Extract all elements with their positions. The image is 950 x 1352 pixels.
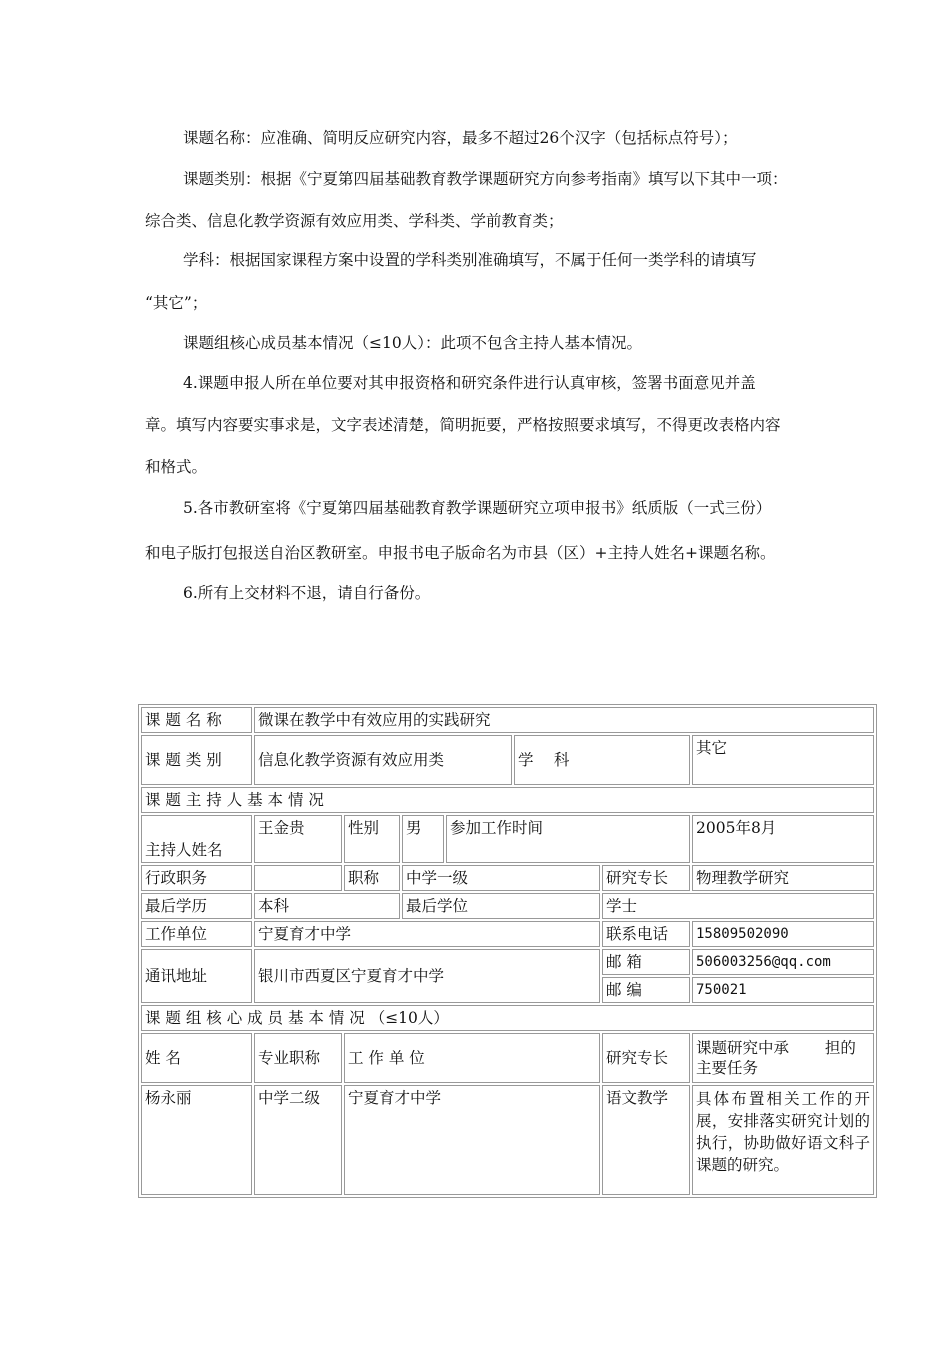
note-5: 5.各市教研室将《宁夏第四届基础教育教学课题研究立项申报书》纸质版（一式三份） xyxy=(183,499,772,517)
topic-name-label: 课 题 名 称 xyxy=(141,707,252,733)
unit-value: 宁夏育才中学 xyxy=(254,921,600,947)
topic-name-value: 微课在教学中有效应用的实践研究 xyxy=(254,707,874,733)
gender-value: 男 xyxy=(402,815,444,863)
postcode-value: 750021 xyxy=(692,977,874,1003)
host-name-label: 主持人姓名 xyxy=(141,815,252,863)
note-topic-type: 课题类别：根据《宁夏第四届基础教育教学课题研究方向参考指南》填写以下其中一项： xyxy=(183,170,788,188)
degree-value: 学士 xyxy=(602,893,874,919)
postcode-label: 邮 编 xyxy=(602,977,690,1003)
gender-label: 性别 xyxy=(344,815,400,863)
specialty-label: 研究专长 xyxy=(602,865,690,891)
members-header-unit: 工 作 单 位 xyxy=(344,1033,600,1083)
degree-label: 最后学位 xyxy=(402,893,600,919)
members-header-title: 专业职称 xyxy=(254,1033,342,1083)
members-header-specialty: 研究专长 xyxy=(602,1033,690,1083)
member-title: 中学二级 xyxy=(254,1085,342,1195)
note-4: 4.课题申报人所在单位要对其申报资格和研究条件进行认真审核，签署书面意见并盖 xyxy=(183,374,756,392)
subject-value: 其它 xyxy=(692,735,874,785)
phone-label: 联系电话 xyxy=(602,921,690,947)
members-header-name: 姓 名 xyxy=(141,1033,252,1083)
members-section-title: 课 题 组 核 心 成 员 基 本 情 况 （≤10人） xyxy=(141,1005,874,1031)
host-name-value: 王金贵 xyxy=(254,815,342,863)
member-task: 具体布置相关工作的开展，安排落实研究计划的执行，协助做好语文科子课题的研究。 xyxy=(692,1085,874,1195)
topic-type-label: 课 题 类 别 xyxy=(141,735,252,785)
note-4-cont: 章。填写内容要实事求是，文字表述清楚，简明扼要，严格按照要求填写，不得更改表格内容 xyxy=(145,416,781,434)
note-members: 课题组核心成员基本情况（≤10人）：此项不包含主持人基本情况。 xyxy=(183,334,642,352)
members-header-task: 课题研究中承 担的主要任务 xyxy=(692,1033,874,1083)
unit-label: 工作单位 xyxy=(141,921,252,947)
host-section-title: 课 题 主 持 人 基 本 情 况 xyxy=(141,787,874,813)
note-topic-type-cont: 综合类、信息化教学资源有效应用类、学科类、学前教育类； xyxy=(145,212,564,230)
member-name: 杨永丽 xyxy=(141,1085,252,1195)
education-label: 最后学历 xyxy=(141,893,252,919)
note-subject-cont: “其它”； xyxy=(145,294,208,312)
admin-post-value xyxy=(254,865,342,891)
address-value: 银川市西夏区宁夏育才中学 xyxy=(254,949,600,1003)
note-6: 6.所有上交材料不退，请自行备份。 xyxy=(183,584,431,602)
address-label: 通讯地址 xyxy=(141,949,252,1003)
email-value: 506003256@qq.com xyxy=(692,949,874,975)
title-value: 中学一级 xyxy=(402,865,600,891)
note-5-cont: 和电子版打包报送自治区教研室。申报书电子版命名为市县（区）+主持人姓名+课题名称。 xyxy=(145,544,776,562)
note-topic-name: 课题名称：应准确、简明反应研究内容，最多不超过26个汉字（包括标点符号）； xyxy=(183,129,738,147)
member-specialty: 语文教学 xyxy=(602,1085,690,1195)
note-4-cont2: 和格式。 xyxy=(145,458,208,476)
title-label: 职称 xyxy=(344,865,400,891)
application-form-table xyxy=(138,704,877,1198)
education-value: 本科 xyxy=(254,893,400,919)
phone-value: 15809502090 xyxy=(692,921,874,947)
page-cut-mask xyxy=(0,1212,950,1352)
specialty-value: 物理教学研究 xyxy=(692,865,874,891)
admin-post-label: 行政职务 xyxy=(141,865,252,891)
subject-label: 学 科 xyxy=(514,735,690,785)
member-unit: 宁夏育才中学 xyxy=(344,1085,600,1195)
topic-type-value: 信息化教学资源有效应用类 xyxy=(254,735,512,785)
email-label: 邮 箱 xyxy=(602,949,690,975)
work-start-value: 2005年8月 xyxy=(692,815,874,863)
note-subject: 学科：根据国家课程方案中设置的学科类别准确填写，不属于任何一类学科的请填写 xyxy=(183,251,757,269)
work-start-label: 参加工作时间 xyxy=(446,815,690,863)
